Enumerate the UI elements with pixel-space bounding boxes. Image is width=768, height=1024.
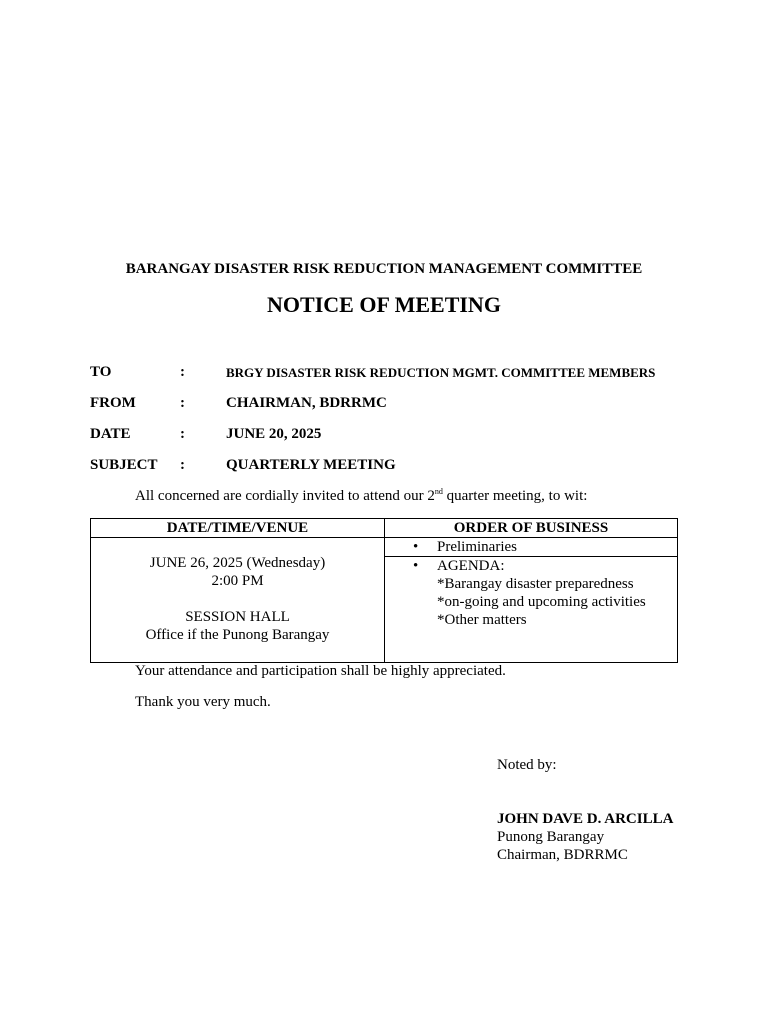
date-value: JUNE 20, 2025 bbox=[226, 426, 322, 442]
table-header-row bbox=[91, 519, 678, 538]
intro-superscript: nd bbox=[434, 487, 443, 496]
meeting-table bbox=[90, 518, 678, 663]
date-colon: : bbox=[180, 426, 185, 442]
from-value: CHAIRMAN, BDRRMC bbox=[226, 395, 387, 411]
venue-place: SESSION HALL bbox=[185, 609, 290, 625]
venue-cell bbox=[91, 538, 385, 663]
order-item-agenda bbox=[385, 557, 678, 663]
memo-to-row bbox=[0, 364, 768, 384]
from-label: FROM bbox=[90, 395, 136, 411]
subject-colon: : bbox=[180, 457, 185, 473]
preliminaries-text: Preliminaries bbox=[437, 539, 517, 555]
list-item bbox=[385, 557, 677, 629]
bullet-icon: • bbox=[413, 539, 419, 555]
from-colon: : bbox=[180, 395, 185, 411]
col-header-date-time-venue: DATE/TIME/VENUE bbox=[91, 519, 385, 538]
table-row bbox=[91, 538, 678, 557]
venue-spacer bbox=[91, 590, 384, 608]
document-title: NOTICE OF MEETING bbox=[267, 292, 501, 317]
agenda-item: *Other matters bbox=[437, 612, 527, 628]
signatory-role: Chairman, BDRRMC bbox=[497, 847, 628, 863]
date-label: DATE bbox=[90, 426, 131, 442]
col-header-order-of-business: ORDER OF BUSINESS bbox=[385, 519, 678, 538]
to-label: TO bbox=[90, 364, 112, 380]
attendance-paragraph: Your attendance and participation shall be highly appreciated. bbox=[135, 663, 506, 679]
signatory-position: Punong Barangay bbox=[497, 829, 605, 845]
noted-by-label: Noted by: bbox=[497, 757, 557, 773]
memo-subject-row bbox=[0, 457, 768, 477]
bullet-icon: • bbox=[413, 558, 419, 574]
order-item-preliminaries bbox=[385, 538, 678, 557]
venue-time: 2:00 PM bbox=[211, 573, 264, 589]
organization-name: BARANGAY DISASTER RISK REDUCTION MANAGEMENT COMMITTEE bbox=[125, 261, 643, 277]
intro-text-before: All concerned are cordially invited to attend our 2 bbox=[135, 488, 435, 504]
to-value: BRGY DISASTER RISK REDUCTION MGMT. COMMITTEE MEMBERS bbox=[226, 365, 656, 380]
memo-from-row bbox=[0, 395, 768, 415]
subject-label: SUBJECT bbox=[90, 457, 158, 473]
venue-office: Office if the Punong Barangay bbox=[145, 627, 330, 643]
agenda-heading: AGENDA: bbox=[437, 558, 505, 574]
agenda-item: *Barangay disaster preparedness bbox=[437, 576, 634, 592]
to-colon: : bbox=[180, 364, 185, 380]
thanks-paragraph: Thank you very much. bbox=[135, 694, 271, 710]
list-item bbox=[385, 538, 677, 556]
intro-paragraph bbox=[135, 488, 587, 505]
signatory-name: JOHN DAVE D. ARCILLA bbox=[497, 811, 674, 827]
signature-block bbox=[497, 810, 673, 864]
agenda-item: *on-going and upcoming activities bbox=[437, 594, 646, 610]
intro-text-after: quarter meeting, to wit: bbox=[442, 488, 588, 504]
subject-value: QUARTERLY MEETING bbox=[226, 457, 396, 473]
memo-date-row bbox=[0, 426, 768, 446]
venue-date: JUNE 26, 2025 (Wednesday) bbox=[149, 555, 326, 571]
